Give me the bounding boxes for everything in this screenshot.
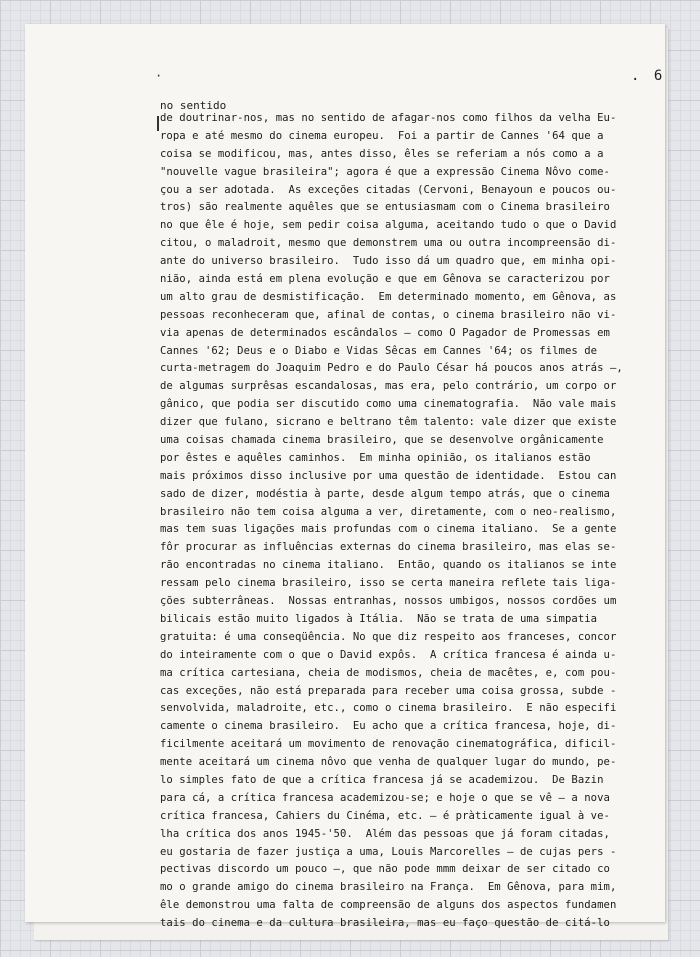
page-number: . 6: [631, 68, 666, 84]
text-line: ante do universo brasileiro. Tudo isso dá um quadro que, em minha opi-: [160, 255, 617, 268]
text-line: uma coisas chamada cinema brasileiro, que se desenvolve orgânicamente: [160, 434, 604, 447]
text-line: lo simples fato de que a crítica francesa já se academizou. De Bazin: [160, 773, 604, 786]
text-line: camente o cinema brasileiro. Eu acho que a crítica francesa, hoje, di-: [160, 720, 617, 733]
text-line: Cannes '62; Deus e o Diabo e Vidas Sêcas em Cannes '64; os filmes de: [160, 344, 598, 357]
text-line: mas tem suas ligações mais profundas com o cinema italiano. Se a gente: [160, 523, 617, 536]
text-line: ma crítica cartesiana, cheia de modismos, cheia de macêtes, e, com pou-: [160, 666, 617, 679]
margin-bracket: [157, 116, 159, 131]
text-line: lha crítica dos anos 1945-'50. Além das pessoas que já foram citadas,: [160, 827, 610, 840]
text-line: çou a ser adotada. As exceções citadas (Cervoni, Benayoun e poucos ou-: [160, 183, 617, 196]
body-text: [160, 110, 660, 933]
text-line: curta-metragem do Joaquim Pedro e do Paulo César há poucos anos atrás —,: [160, 362, 623, 375]
text-line: ropa e até mesmo do cinema europeu. Foi a partir de Cannes '64 que a: [160, 129, 604, 142]
margin-mark: ·: [155, 69, 163, 83]
inserted-phrase: no sentido: [160, 99, 227, 112]
text-line: no que êle é hoje, sem pedir coisa alguma, aceitando tudo o que o David: [160, 219, 617, 232]
text-line: tais do cinema e da cultura brasileira, mas eu faço questão de citá-lo: [160, 917, 610, 930]
text-line: coisa se modificou, mas, antes disso, êles se referiam a nós como a a: [160, 147, 604, 160]
text-line: "nouvelle vague brasileira"; agora é que a expressão Cinema Nôvo come-: [160, 165, 610, 178]
text-line: fôr procurar as influências externas do cinema brasileiro, mas elas se-: [160, 541, 617, 554]
text-line: pectivas discordo um pouco —, que não pode mmm deixar de ser citado co: [160, 863, 610, 876]
text-line: via apenas de determinados escândalos — como O Pagador de Promessas em: [160, 326, 610, 339]
text-line: ressam pelo cinema brasileiro, isso se certa maneira reflete tais liga-: [160, 577, 617, 590]
text-line: gânico, que podia ser discutido como uma cinematografia. Não vale mais: [160, 398, 617, 411]
text-line: mente aceitará um cinema nôvo que venha de qualquer lugar do mundo, pe-: [160, 756, 617, 769]
text-line: tros) são realmente aquêles que se entusiasmam com o Cinema brasileiro: [160, 201, 610, 214]
text-line: gratuita: é uma conseqüência. No que diz respeito aos franceses, concor: [160, 630, 617, 643]
text-line: êle demonstrou uma falta de compreensão de alguns dos aspectos fundamen: [160, 899, 617, 912]
text-line: ções subterrâneas. Nossas entranhas, nossos umbigos, nossos cordões um: [160, 595, 617, 608]
text-line: cas exceções, não está preparada para receber uma coisa grossa, subde -: [160, 684, 617, 697]
text-line: do inteiramente com o que o David expôs. A crítica francesa é ainda u-: [160, 648, 617, 661]
text-line: eu gostaria de fazer justiça a uma, Louis Marcorelles — de cujas pers -: [160, 845, 617, 858]
text-line: crítica francesa, Cahiers du Cinéma, etc. — é pràticamente igual à ve-: [160, 809, 610, 822]
text-line: citou, o maladroit, mesmo que demonstrem uma ou outra incompreensão di-: [160, 237, 617, 250]
text-line: rão encontradas no cinema italiano. Então, quando os italianos se inte: [160, 559, 617, 572]
text-line: mais próximos disso inclusive por uma questão de identidade. Estou can: [160, 469, 617, 482]
text-line: mo o grande amigo do cinema brasileiro na França. Em Gênova, para mim,: [160, 881, 617, 894]
text-line: ficilmente aceitará um movimento de renovação cinematográfica, dificil-: [160, 738, 617, 751]
text-line: por êstes e aquêles caminhos. Em minha opinião, os italianos estão: [160, 451, 591, 464]
text-line: de algumas surprêsas escandalosas, mas era, pelo contrário, um corpo or: [160, 380, 617, 393]
text-line: um alto grau de desmistificação. Em determinado momento, em Gênova, as: [160, 290, 617, 303]
text-line: senvolvida, maladroite, etc., como o cinema brasileiro. E não especifi: [160, 702, 617, 715]
text-line: nião, ainda está em plena evolução e que em Gênova se caracterizou por: [160, 273, 610, 286]
text-line: bilicais estão muito ligados à Itália. Não se trata de uma simpatia: [160, 612, 598, 625]
text-line: sado de dizer, modéstia à parte, desde algum tempo atrás, que o cinema: [160, 487, 610, 500]
text-line: dizer que fulano, sicrano e beltrano têm talento: vale dizer que existe: [160, 416, 617, 429]
text-line: pessoas reconheceram que, afinal de contas, o cinema brasileiro não vi-: [160, 308, 617, 321]
text-line: para cá, a crítica francesa academizou-se; e hoje o que se vê — a nova: [160, 791, 610, 804]
text-line: brasileiro não tem coisa alguma a ver, diretamente, com o neo-realismo,: [160, 505, 617, 518]
text-line: de doutrinar-nos, mas no sentido de afagar-nos como filhos da velha Eu-: [160, 112, 617, 124]
